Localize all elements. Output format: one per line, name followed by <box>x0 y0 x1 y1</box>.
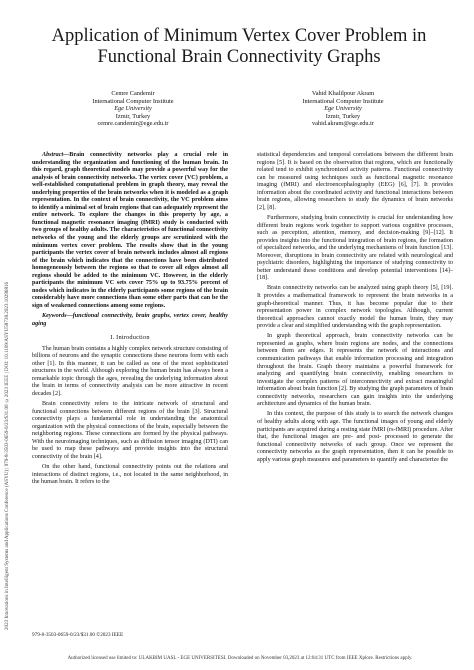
author-email[interactable]: vahid.akram@ege.edu.tr <box>312 120 374 128</box>
author-institute: International Computer Institute <box>92 97 174 105</box>
right-column <box>257 152 453 467</box>
keywords <box>32 313 228 328</box>
author-block-1 <box>58 90 208 128</box>
author-institute: International Computer Institute <box>302 97 384 105</box>
paragraph: On the other hand, functional connectivity points out the relations and interactions of distinct regions, i.e., not located in the same neighborhood, in the human brain. It refers to the <box>32 464 228 486</box>
title-line-2: Functional Brain Connectivity Graphs <box>97 47 381 67</box>
footer-copyright-code: 979-8-3503-0659-0/23/$31.00 ©2023 IEEE <box>32 632 124 638</box>
paragraph: The human brain contains a highly complex network structure consisting of billions of neurons and the synaptic connections these neurons form with each other [1]. In this manner, it can be called as one of the most sophisticated structures in the world. Although exploring the human brain has always been a remarkable topic through the ages, revealing the underlying information about the brain in terms of connectivity analysis can be more attractive in recent decades [2]. <box>32 345 228 397</box>
author-name: Vahid Khalilpour Akram <box>311 90 375 97</box>
paragraph: Furthermore, studying brain connectivity is crucial for understanding how different brain regions work together to support various cognitive processes, such as perception, attention, memory, and decision-making [9]–[12]. It provides insights into the functional integration of brain regions, the formation of specialized networks, and the underlying mechanisms of brain function [13]. Moreover, disruptions in brain connectivity are related with neurological and psychiatric disorders, highlighting the importance of studying connectivity to better understand these conditions and develop potential interventions [14]–[18]. <box>257 214 453 282</box>
paragraph: statistical dependencies and temporal correlations between the different brain regions [5]. It is based on the observation that regions, which are functionally related tend to exhibit synchronized activity patterns. Functional connectivity can be measured using techniques such as functional magnetic resonance imaging (fMRI) and electroencephalography (EEG) [6], [7]. It provides information about the coordinated activity and functional interactions between brain regions, allowing researchers to study the dynamics of brain networks [2], [8]. <box>257 152 453 211</box>
left-column <box>32 152 228 489</box>
paragraph: Brain connectivity refers to the intricate network of structural and functional connections between different regions of the brain [3]. Structural connectivity plays a fundamental role in understanding the anatomical organization with the physical connections of the brain, especially between the neighboring regions. These connections are formed by the physical pathways. With the neuroimaging techniques, such as diffusion tensor imaging (DTI) can be used to map these pathways and provide insights into the structural connectivity of the brain [4]. <box>32 401 228 460</box>
paragraph: In this context, the purpose of this study is to search the network changes of healthy adults along with age. The functional images of young and elderly participants are acquired during a resting state fMRI (rs-fMRI) procedure. After that, the functional images are pre- and post- processed to generate the functional connectivity networks of each group. Once we represent the connectivity networks as the graph representation, then it can be possible to apply various graph measures and parameters to quantify and characterize the <box>257 411 453 463</box>
author-block-2 <box>268 90 418 128</box>
author-email[interactable]: cemre.candemir@ege.edu.tr <box>97 120 169 128</box>
keywords-label: Keywords <box>42 313 67 320</box>
title-line-1: Application of Minimum Vertex Cover Problem in <box>51 26 427 46</box>
paragraph: Brain connectivity networks can be analyzed using graph theory [5], [19]. It provides a mathematical framework to represent the brain networks in a graph-theoretical manner. Thus, it has become popular due to their representation power in complex network topologies. Although, current theoretical approaches cannot exactly model the human brain, they may provide a clear and simplified understanding with the graph representation. <box>257 285 453 330</box>
paper-title <box>30 26 448 68</box>
author-name: Cemre Candemir <box>111 90 155 97</box>
abstract <box>32 152 228 310</box>
side-citation-note: 2023 Innovations in Intelligent Systems and Applications Conference (ASYU) | 979-8-3503-0659-0/23/$31.00 ©2023 IEEE | DOI: 10.1109/ASYU58738.2023.10296816 <box>4 281 10 630</box>
author-university: Ege University <box>114 105 152 113</box>
author-city: Izmir, Turkey <box>115 112 151 120</box>
paragraph: In graph theoretical approach, brain connectivity networks can be represented as graphs, where brain regions are nodes, and the connections between them are edges. It represents the network of interactions and communication pathways that enable information processing and integration throughout the brain. Graph theory maintains a powerful framework for analyzing and quantifying brain connectivity, enabling researchers to investigate the complex patterns of interconnectivity and extract meaningful information about brain function [2]. By studying the graph parameters of brain connectivity networks, researchers can gain insights into the underlying architecture and dynamics of the human brain. <box>257 333 453 408</box>
license-notice: Authorized licensed use limited to: ULAKBIM UASL - EGE UNIVERSITESI. Downloaded on November 03,2023 at 12:04:31 UTC from IEEE Xplore. Restrictions apply. <box>67 656 413 661</box>
author-city: Izmir, Turkey <box>325 112 361 120</box>
abstract-label: Abstract <box>42 152 64 158</box>
author-university: Ege University <box>324 105 362 113</box>
keywords-text: —functional connectivity, brain graphs, vertex cover, healthy aging <box>32 313 228 327</box>
abstract-text: —Brain connectivity networks play a crucial role in understanding the organization and functioning of the human brain. In this regard, graph theoretical models may provide a powerful way for the analysis of brain connectivity networks. The vertex cover (VC) problem, a well-established computational problem in graph theory, may reveal the underlying properties of the brain networks when it is modeled as a graph representation. In the context of brain connectivity, the VC problem aims to identify a minimal set of brain regions that can adequately represent the entire network. To explore the changes in this property by age, a functional magnetic resonance imaging (fMRI) study is conducted with two groups of healthy adults. The characteristics of functional connectivity networks of the young and the elderly groups are scrutinized with the minimum vertex cover problem. The results show that in the young participants the vertex cover of brain network includes almost all regions of the brain which indicates that the connections have been distributed homogeneously between the regions so that to cover all edges almost all regions should be added to the minimum VC. However, in the elderly participants the minimum VC sets cover 75% up to 93.75% percent of nodes which indicates in the elderly participants some regions of the brain considerably have more connections than some other parts that can be the sign of weakened connections among some regions. <box>32 152 228 309</box>
section-heading-introduction: I. Introduction <box>110 334 150 342</box>
